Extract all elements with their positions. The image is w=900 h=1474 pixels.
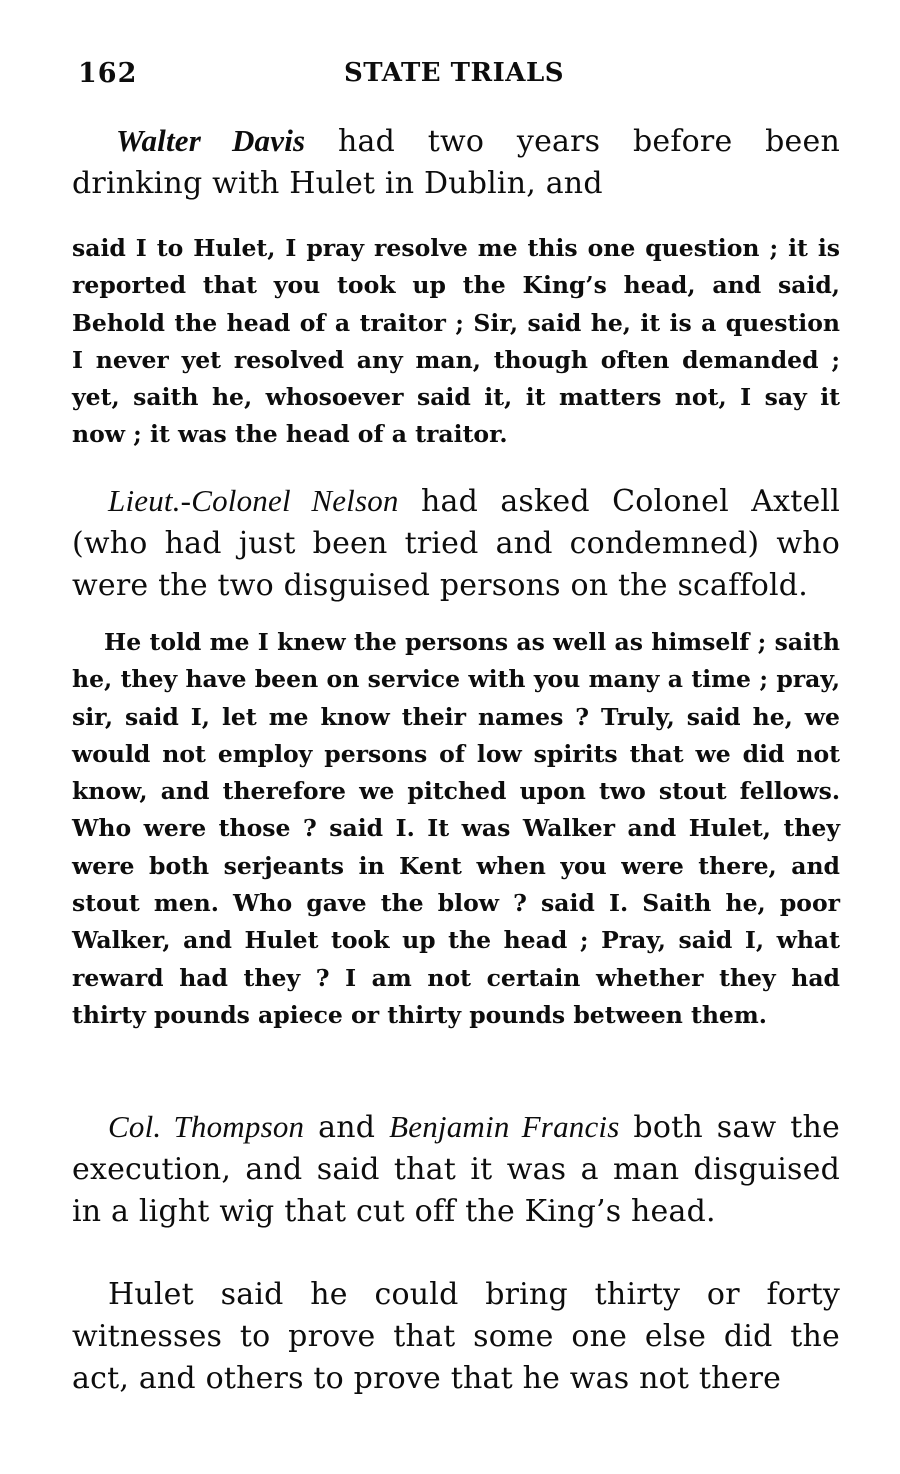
paragraph-nelson bbox=[72, 480, 840, 607]
person-name-walter-davis: Walter Davis bbox=[116, 123, 306, 158]
paragraph-hulet-witnesses: Hulet said he could bring thirty or forty witnesses to prove that some one else did the act, and others to prove that he was not there bbox=[72, 1277, 840, 1396]
paragraph-text: had asked Colonel Axtell (who had just been tried and condemned) who were the two disguised persons on the scaffold. bbox=[72, 484, 840, 603]
paragraph-text: both saw the execution, and said that it was a man disguised in a light wig that cut off the King’s head. bbox=[72, 1110, 840, 1229]
paragraph-text: had two years before been drinking with Hulet in Dublin, and bbox=[72, 124, 840, 201]
person-name-francis: Benjamin Francis bbox=[389, 1109, 620, 1144]
person-name-nelson: Lieut.-Colonel Nelson bbox=[108, 483, 399, 518]
running-title: STATE TRIALS bbox=[344, 58, 565, 88]
quotation-hulet: said I to Hulet, I pray resolve me this one question ; it is reported that you took up the King’s head, and said, Behold the head of a traitor ; Sir, said he, it is a question I never yet resolved any man, though often demanded ; yet, saith he, whosoever said it, it matters not, I say it now ; it was the head of a traitor. bbox=[72, 234, 840, 449]
page-header bbox=[72, 58, 842, 98]
paragraph-thompson-francis bbox=[72, 1106, 840, 1233]
quotation-axtell: He told me I knew the persons as well as himself ; saith he, they have been on service with you many a time ; pray, sir, said I, let me know their names ? Truly, said he, we would not employ persons of low spirits that we did not know, and therefore we pitched upon two stout fellows. Who were those ? said I. It was Walker and Hulet, they were both serjeants in Kent when you were there, and stout men. Who gave the blow ? said I. Saith he, poor Walker, and Hulet took up the head ; Pray, said I, what reward had they ? I am not certain whether they had thirty pounds apiece or thirty pounds between them. bbox=[72, 628, 840, 1029]
person-name-thompson: Col. Thompson bbox=[108, 1109, 305, 1144]
page-number: 162 bbox=[78, 58, 138, 89]
connector-text: and bbox=[304, 1110, 390, 1145]
paragraph-walter-davis bbox=[72, 120, 840, 205]
